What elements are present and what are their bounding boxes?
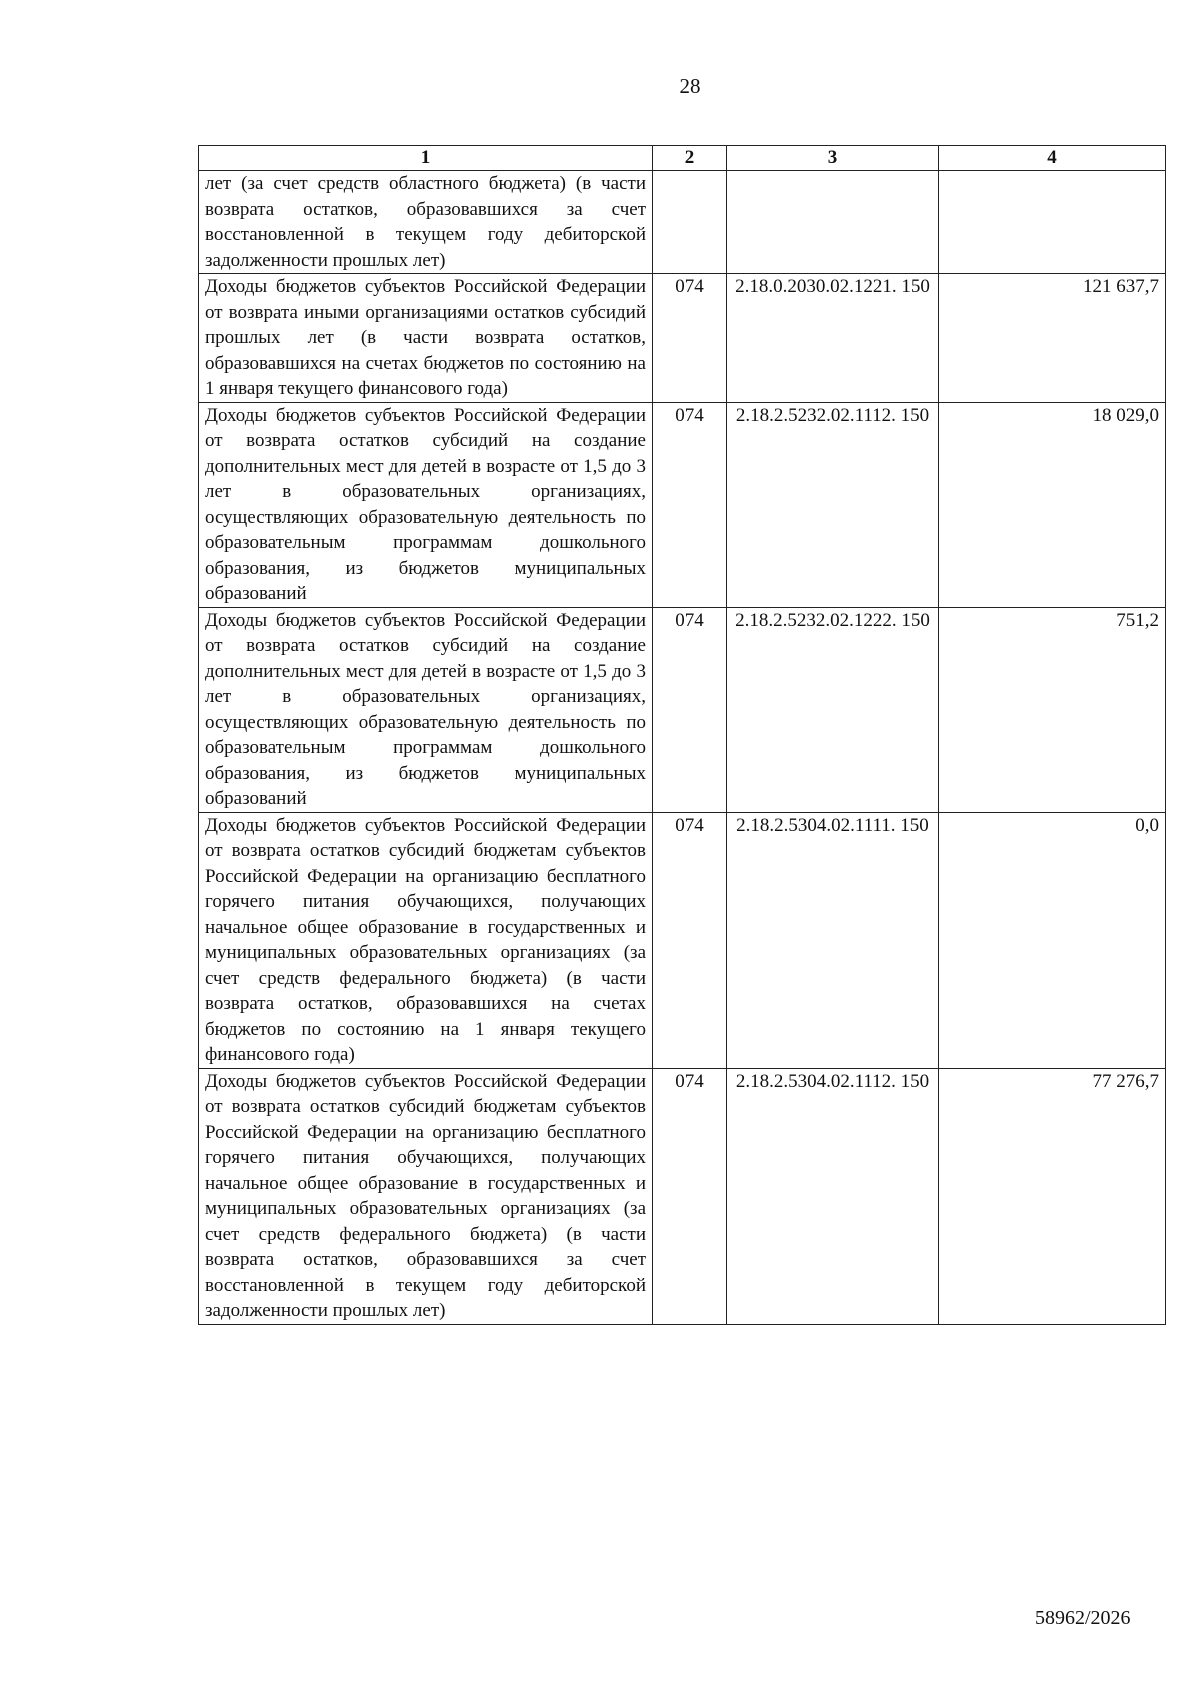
table-row	[199, 812, 1166, 1068]
table-row	[199, 607, 1166, 812]
row-admin-code: 074	[653, 812, 727, 1068]
table-row	[199, 274, 1166, 403]
page-number: 28	[679, 74, 701, 98]
row-description: Доходы бюджетов субъектов Российской Федерации от возврата остатков субсидий бюджетам субъектов Российской Федерации на организацию бесплатного горячего питания обучающихся, получающих начальное общее образование в государственных и муниципальных образовательных организациях (за счет средств федерального бюджета) (в части возврата остатков, образовавшихся за счет восстановленной в текущем году дебиторской задолженности прошлых лет)	[199, 1068, 653, 1324]
row-description: Доходы бюджетов субъектов Российской Федерации от возврата остатков субсидий бюджетам субъектов Российской Федерации на организацию бесплатного горячего питания обучающихся, получающих начальное общее образование в государственных и муниципальных образовательных организациях (за счет средств федерального бюджета) (в части возврата остатков, образовавшихся на счетах бюджетов по состоянию на 1 января текущего финансового года)	[199, 812, 653, 1068]
table-row	[199, 402, 1166, 607]
row-amount: 121 637,7	[939, 274, 1166, 403]
row-kbk-code	[727, 171, 939, 274]
row-admin-code: 074	[653, 1068, 727, 1324]
document-registration-number: 58962/2026	[1035, 1607, 1131, 1629]
row-amount: 18 029,0	[939, 402, 1166, 607]
row-kbk-code: 2.18.2.5232.02.1222. 150	[727, 607, 939, 812]
row-amount	[939, 171, 1166, 274]
row-admin-code: 074	[653, 607, 727, 812]
row-description: Доходы бюджетов субъектов Российской Федерации от возврата иными организациями остатков субсидий прошлых лет (в части возврата остатков, образовавшихся на счетах бюджетов по состоянию на 1 января текущего финансового года)	[199, 274, 653, 403]
row-amount: 751,2	[939, 607, 1166, 812]
column-header-3: 3	[727, 146, 939, 171]
row-kbk-code: 2.18.2.5304.02.1112. 150	[727, 1068, 939, 1324]
row-description: Доходы бюджетов субъектов Российской Федерации от возврата остатков субсидий на создание дополнительных мест для детей в возрасте от 1,5 до 3 лет в образовательных организациях, осуществляющих образовательную деятельность по образовательным программам дошкольного образования, из бюджетов муниципальных образований	[199, 607, 653, 812]
row-kbk-code: 2.18.2.5232.02.1112. 150	[727, 402, 939, 607]
row-kbk-code: 2.18.2.5304.02.1111. 150	[727, 812, 939, 1068]
column-header-4: 4	[939, 146, 1166, 171]
budget-table	[198, 145, 1166, 1325]
row-kbk-code: 2.18.0.2030.02.1221. 150	[727, 274, 939, 403]
row-description: Доходы бюджетов субъектов Российской Федерации от возврата остатков субсидий на создание дополнительных мест для детей в возрасте от 1,5 до 3 лет в образовательных организациях, осуществляющих образовательную деятельность по образовательным программам дошкольного образования, из бюджетов муниципальных образований	[199, 402, 653, 607]
column-header-1: 1	[199, 146, 653, 171]
row-admin-code: 074	[653, 402, 727, 607]
row-amount: 0,0	[939, 812, 1166, 1068]
row-admin-code	[653, 171, 727, 274]
row-amount: 77 276,7	[939, 1068, 1166, 1324]
column-header-2: 2	[653, 146, 727, 171]
row-description: лет (за счет средств областного бюджета) (в части возврата остатков, образовавшихся за счет восстановленной в текущем году дебиторской задолженности прошлых лет)	[199, 171, 653, 274]
table-header-row	[199, 146, 1166, 171]
table-row	[199, 1068, 1166, 1324]
row-admin-code: 074	[653, 274, 727, 403]
table-row	[199, 171, 1166, 274]
